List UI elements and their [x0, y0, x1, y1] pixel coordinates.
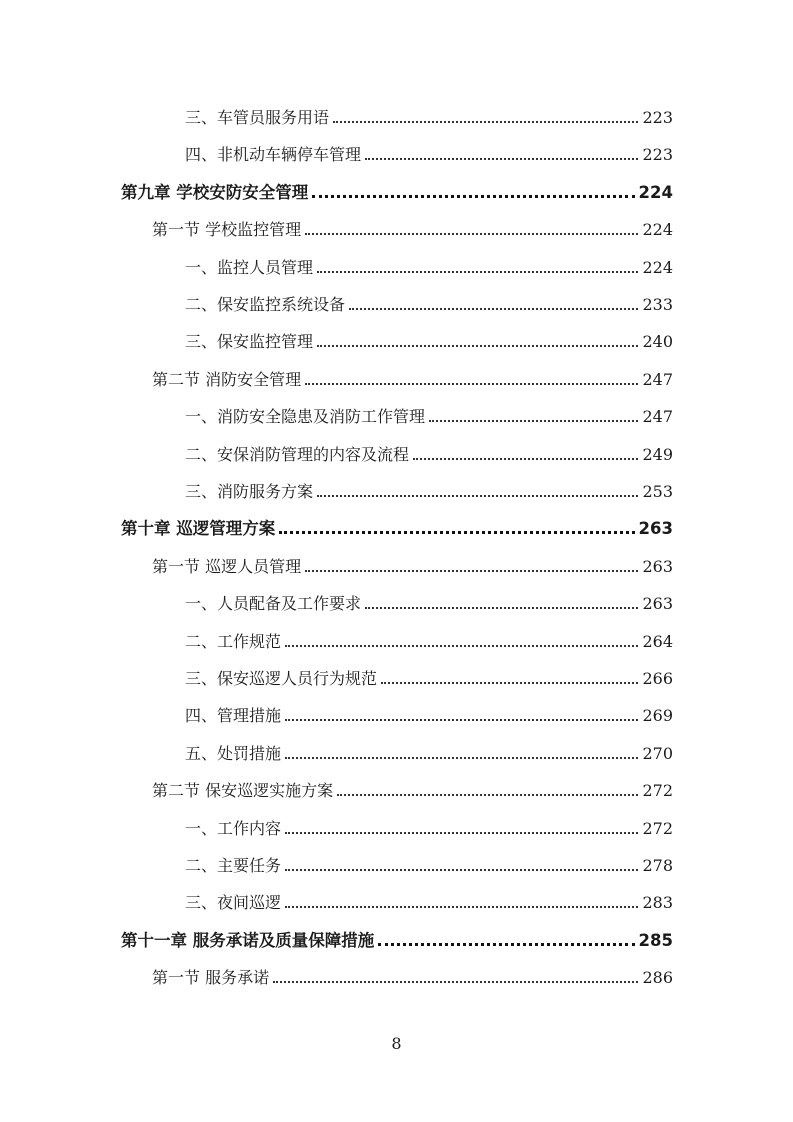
toc-entry-page-number: 233: [642, 295, 673, 314]
toc-entry-item[interactable]: [185, 624, 673, 652]
toc-dot-leader: [429, 406, 638, 422]
toc-dot-leader: [378, 929, 634, 946]
toc-entry-page-number: 240: [642, 332, 673, 352]
toc-entry-page-number: 253: [642, 482, 673, 501]
toc-entry-item[interactable]: [185, 885, 673, 913]
toc-entry-page-number: 224: [642, 220, 673, 240]
toc-entry-label: 第一节 服务承诺: [152, 968, 270, 988]
toc-dot-leader: [381, 668, 638, 684]
toc-entry-label: 二、安保消防管理的内容及流程: [185, 444, 410, 464]
toc-entry-item[interactable]: [185, 736, 673, 764]
toc-entry-item[interactable]: [185, 474, 673, 502]
toc-entry-page-number: 269: [642, 706, 673, 726]
toc-entry-page-number: 223: [642, 108, 673, 127]
toc-dot-leader: [285, 705, 638, 721]
toc-dot-leader: [285, 631, 638, 647]
toc-entry-page-number: 278: [642, 856, 673, 875]
toc-entry-label: 四、非机动车辆停车管理: [185, 145, 362, 165]
toc-entry-item[interactable]: [185, 811, 673, 839]
toc-dot-leader: [305, 219, 638, 235]
toc-entry-item[interactable]: [185, 324, 673, 352]
toc-dot-leader: [349, 294, 638, 310]
toc-entry-page-number: 249: [642, 444, 673, 464]
toc-dot-leader: [365, 593, 638, 609]
toc-entry-label: 二、保安监控系统设备: [185, 295, 346, 314]
toc-entry-label: 三、保安监控管理: [185, 332, 314, 352]
toc-entry-label: 第九章 学校安防安全管理: [121, 182, 309, 202]
toc-dot-leader: [317, 481, 638, 497]
toc-dot-leader: [285, 743, 638, 759]
toc-entry-label: 第二节 消防安全管理: [152, 369, 302, 389]
toc-entry-page-number: 266: [642, 669, 673, 688]
toc-entry-section[interactable]: [152, 362, 673, 390]
toc-entry-label: 三、消防服务方案: [185, 482, 314, 501]
toc-entry-page-number: 263: [642, 594, 673, 614]
toc-entry-page-number: 247: [642, 369, 673, 389]
toc-entry-label: 第一节 学校监控管理: [152, 220, 302, 240]
toc-entry-item[interactable]: [185, 661, 673, 689]
toc-dot-leader: [312, 181, 634, 198]
toc-entry-section[interactable]: [152, 773, 673, 801]
toc-entry-page-number: 263: [642, 556, 673, 576]
toc-dot-leader: [285, 855, 638, 871]
toc-entry-label: 三、夜间巡逻: [185, 893, 282, 913]
toc-entry-page-number: 272: [642, 781, 673, 801]
toc-entry-label: 一、人员配备及工作要求: [185, 594, 362, 614]
toc-entry-section[interactable]: [152, 960, 673, 988]
toc-entry-chapter[interactable]: [121, 923, 673, 951]
toc-dot-leader: [279, 517, 634, 534]
toc-entry-label: 第十一章 服务承诺及质量保障措施: [121, 930, 375, 950]
toc-entry-label: 一、消防安全隐患及消防工作管理: [185, 407, 426, 427]
toc-entry-label: 五、处罚措施: [185, 743, 282, 763]
toc-dot-leader: [273, 967, 638, 983]
toc-entry-label: 第二节 保安巡逻实施方案: [152, 781, 334, 801]
toc-entry-item[interactable]: [185, 586, 673, 614]
toc-entry-item[interactable]: [185, 100, 673, 128]
toc-entry-section[interactable]: [152, 549, 673, 577]
toc-entry-page-number: 224: [642, 257, 673, 277]
toc-entry-page-number: 223: [642, 145, 673, 165]
toc-entry-label: 四、管理措施: [185, 706, 282, 726]
toc-entry-chapter[interactable]: [121, 175, 673, 203]
toc-entry-label: 第十章 巡逻管理方案: [121, 519, 276, 539]
toc-dot-leader: [317, 257, 638, 273]
toc-entry-page-number: 224: [638, 182, 673, 202]
toc-entry-label: 第一节 巡逻人员管理: [152, 556, 302, 576]
toc-entry-label: 三、车管员服务用语: [185, 108, 330, 127]
toc-dot-leader: [333, 107, 638, 123]
toc-entry-page-number: 270: [642, 743, 673, 763]
toc-dot-leader: [365, 144, 638, 160]
toc-entry-label: 三、保安巡逻人员行为规范: [185, 669, 378, 688]
toc-dot-leader: [317, 331, 638, 347]
toc-entry-chapter[interactable]: [121, 511, 673, 539]
toc-entry-label: 一、监控人员管理: [185, 257, 314, 277]
toc-dot-leader: [305, 369, 638, 385]
toc-entry-item[interactable]: [185, 250, 673, 278]
toc-entry-page-number: 283: [642, 893, 673, 913]
toc-entry-label: 二、工作规范: [185, 631, 282, 651]
toc-entry-label: 二、主要任务: [185, 856, 282, 875]
toc-entry-page-number: 286: [642, 968, 673, 988]
toc-dot-leader: [337, 780, 638, 796]
toc-entry-item[interactable]: [185, 287, 673, 315]
toc-entry-section[interactable]: [152, 212, 673, 240]
toc-entry-page-number: 264: [642, 631, 673, 651]
toc-dot-leader: [285, 818, 638, 834]
toc-dot-leader: [305, 556, 638, 572]
toc-entry-page-number: 263: [638, 519, 673, 539]
toc-dot-leader: [413, 444, 638, 460]
toc-entry-label: 一、工作内容: [185, 818, 282, 838]
toc-entry-item[interactable]: [185, 848, 673, 876]
toc-entry-item[interactable]: [185, 698, 673, 726]
toc-entry-page-number: 285: [638, 930, 673, 950]
toc-entry-page-number: 247: [642, 407, 673, 427]
toc-entry-item[interactable]: [185, 437, 673, 465]
toc-entry-item[interactable]: [185, 137, 673, 165]
toc-entry-item[interactable]: [185, 399, 673, 427]
toc-dot-leader: [285, 892, 638, 908]
page-number: 8: [391, 1034, 402, 1053]
toc-entry-page-number: 272: [642, 818, 673, 838]
